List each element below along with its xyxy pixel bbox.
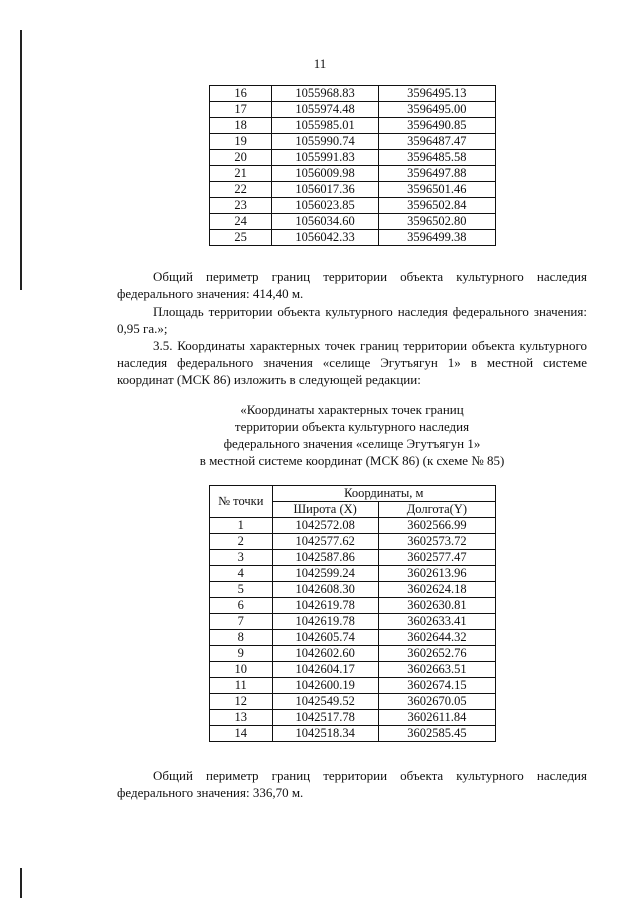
point-number-cell: 4 [210, 566, 273, 582]
x-coordinate-cell: 1042587.86 [272, 550, 378, 566]
table-heading [117, 401, 587, 469]
table-row [210, 214, 496, 230]
table-row [210, 166, 496, 182]
y-coordinate-cell: 3602674.15 [378, 678, 495, 694]
y-coordinate-cell: 3602613.96 [378, 566, 495, 582]
table-row [210, 662, 496, 678]
y-coordinate-cell: 3602577.47 [378, 550, 495, 566]
point-number-cell: 25 [210, 230, 272, 246]
y-coordinate-cell: 3602644.32 [378, 630, 495, 646]
y-coordinate-cell: 3602652.76 [378, 646, 495, 662]
table-row [210, 550, 496, 566]
x-coordinate-cell: 1042517.78 [272, 710, 378, 726]
table-row [210, 646, 496, 662]
table-row [210, 630, 496, 646]
x-coordinate-cell: 1055968.83 [272, 86, 378, 102]
table-row [210, 678, 496, 694]
point-number-cell: 6 [210, 598, 273, 614]
x-coordinate-cell: 1042577.62 [272, 534, 378, 550]
y-coordinate-cell: 3596502.80 [378, 214, 495, 230]
header-row [210, 486, 496, 502]
y-coordinate-cell: 3602633.41 [378, 614, 495, 630]
x-coordinate-cell: 1042605.74 [272, 630, 378, 646]
x-coordinate-cell: 1042619.78 [272, 598, 378, 614]
point-number-cell: 3 [210, 550, 273, 566]
y-coordinate-cell: 3596501.46 [378, 182, 495, 198]
y-coordinate-cell: 3596485.58 [378, 150, 495, 166]
point-number-cell: 10 [210, 662, 273, 678]
table-heading-line: федерального значения «селище Эгутъягун 1» [223, 436, 481, 451]
table-row [210, 150, 496, 166]
header-latitude-x: Широта (X) [272, 502, 378, 518]
y-coordinate-cell: 3602663.51 [378, 662, 495, 678]
y-coordinate-cell: 3596495.13 [378, 86, 495, 102]
point-number-cell: 7 [210, 614, 273, 630]
x-coordinate-cell: 1056023.85 [272, 198, 378, 214]
point-number-cell: 19 [210, 134, 272, 150]
table-header [210, 486, 496, 518]
point-number-cell: 18 [210, 118, 272, 134]
x-coordinate-cell: 1055985.01 [272, 118, 378, 134]
x-coordinate-cell: 1042600.19 [272, 678, 378, 694]
point-number-cell: 14 [210, 726, 273, 742]
x-coordinate-cell: 1056042.33 [272, 230, 378, 246]
y-coordinate-cell: 3596495.00 [378, 102, 495, 118]
header-point: № точки [210, 486, 273, 518]
point-number-cell: 20 [210, 150, 272, 166]
x-coordinate-cell: 1056009.98 [272, 166, 378, 182]
x-coordinate-cell: 1042599.24 [272, 566, 378, 582]
table-row [210, 198, 496, 214]
x-coordinate-cell: 1042608.30 [272, 582, 378, 598]
perimeter-paragraph-2: Общий периметр границ территории объекта культурного наследия федерального значения: 336,70 м. [117, 768, 587, 800]
table-row [210, 582, 496, 598]
table-row [210, 710, 496, 726]
table-row [210, 118, 496, 134]
point-number-cell: 13 [210, 710, 273, 726]
x-coordinate-cell: 1042602.60 [272, 646, 378, 662]
table-row [210, 134, 496, 150]
table-row [210, 726, 496, 742]
x-coordinate-cell: 1042518.34 [272, 726, 378, 742]
point-number-cell: 5 [210, 582, 273, 598]
point-number-cell: 24 [210, 214, 272, 230]
point-number-cell: 2 [210, 534, 273, 550]
table-row [210, 566, 496, 582]
table-row [210, 182, 496, 198]
y-coordinate-cell: 3602573.72 [378, 534, 495, 550]
header-longitude-y: Долгота(Y) [378, 502, 495, 518]
x-coordinate-cell: 1055991.83 [272, 150, 378, 166]
y-coordinate-cell: 3596499.38 [378, 230, 495, 246]
point-number-cell: 11 [210, 678, 273, 694]
x-coordinate-cell: 1056034.60 [272, 214, 378, 230]
table-heading-line: «Координаты характерных точек границ [240, 402, 464, 417]
table-body [210, 86, 496, 246]
x-coordinate-cell: 1055990.74 [272, 134, 378, 150]
point-number-cell: 17 [210, 102, 272, 118]
x-coordinate-cell: 1042604.17 [272, 662, 378, 678]
y-coordinate-cell: 3602566.99 [378, 518, 495, 534]
table-row [210, 598, 496, 614]
y-coordinate-cell: 3602585.45 [378, 726, 495, 742]
x-coordinate-cell: 1055974.48 [272, 102, 378, 118]
table-row [210, 534, 496, 550]
table-row [210, 518, 496, 534]
coordinates-table-scheme-85 [209, 485, 496, 742]
y-coordinate-cell: 3596502.84 [378, 198, 495, 214]
point-number-cell: 9 [210, 646, 273, 662]
point-number-cell: 23 [210, 198, 272, 214]
table-heading-line: в местной системе координат (МСК 86) (к схеме № 85) [199, 453, 505, 468]
point-number-cell: 22 [210, 182, 272, 198]
x-coordinate-cell: 1042549.52 [272, 694, 378, 710]
y-coordinate-cell: 3602630.81 [378, 598, 495, 614]
point-number-cell: 8 [210, 630, 273, 646]
area-paragraph: Площадь территории объекта культурного наследия федерального значения: 0,95 га.»; [117, 304, 587, 336]
y-coordinate-cell: 3596497.88 [378, 166, 495, 182]
table-row [210, 86, 496, 102]
y-coordinate-cell: 3596487.47 [378, 134, 495, 150]
point-number-cell: 16 [210, 86, 272, 102]
point-number-cell: 12 [210, 694, 273, 710]
point-number-cell: 21 [210, 166, 272, 182]
table-heading-line: территории объекта культурного наследия [234, 419, 470, 434]
perimeter-paragraph-1: Общий периметр границ территории объекта культурного наследия федерального значения: 414,40 м. [117, 269, 587, 301]
item-3-5-paragraph: 3.5. Координаты характерных точек границ территории объекта культурного наследия федерального значения «селище Эгутъягун 1» в местной системе координат (МСК 86) изложить в следующей редакции: [117, 338, 587, 387]
table-body [210, 518, 496, 742]
header-coordinates: Координаты, м [272, 486, 495, 502]
table-row [210, 614, 496, 630]
scan-edge-mark-bottom [20, 868, 22, 898]
y-coordinate-cell: 3596490.85 [378, 118, 495, 134]
x-coordinate-cell: 1056017.36 [272, 182, 378, 198]
point-number-cell: 1 [210, 518, 273, 534]
table-row [210, 230, 496, 246]
x-coordinate-cell: 1042619.78 [272, 614, 378, 630]
y-coordinate-cell: 3602624.18 [378, 582, 495, 598]
page-number: 11 [313, 56, 327, 71]
x-coordinate-cell: 1042572.08 [272, 518, 378, 534]
y-coordinate-cell: 3602611.84 [378, 710, 495, 726]
coordinates-table-continued [209, 85, 496, 246]
table-row [210, 102, 496, 118]
y-coordinate-cell: 3602670.05 [378, 694, 495, 710]
table-row [210, 694, 496, 710]
